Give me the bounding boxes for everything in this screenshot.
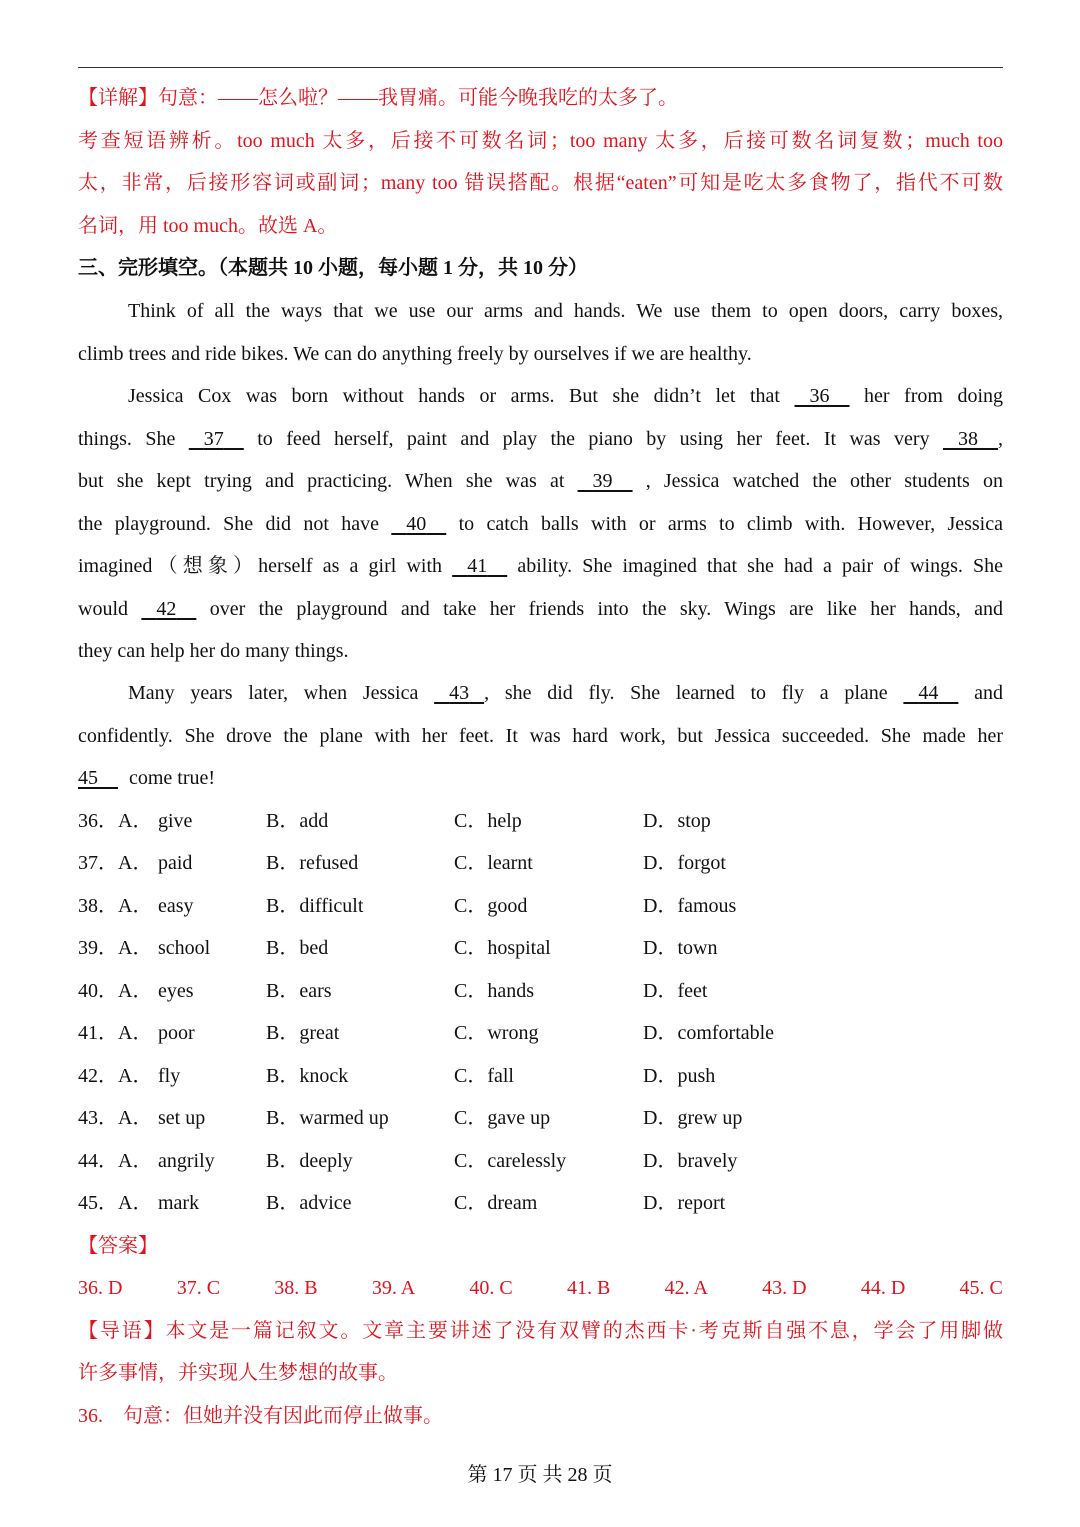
question-row: 44．A． angrily B．deeply C．carelessly D．bravely — [78, 1150, 738, 1172]
explanation-line-2: 考查短语辨析。too much 太多，后接不可数名词；too many 太多，后接可数名词复数；much too — [78, 130, 1003, 152]
passage-p2-line2: things. She 37 to feed herself, paint and play the piano by using her feet. It was very 38 , — [78, 424, 1003, 454]
blank-39: 39 — [592, 470, 613, 492]
guide-line-2: 许多事情，并实现人生梦想的故事。 — [78, 1362, 398, 1384]
passage-p2-line7: they can help her do many things. — [78, 640, 349, 662]
question-row: 40．A． eyes B．ears C．hands D．feet — [78, 980, 708, 1002]
answer-list — [78, 1273, 1003, 1303]
answer-item: 41. B — [567, 1277, 611, 1299]
passage-p2-line1: Jessica Cox was born without hands or arms. But she didn’t let that 36 her from doing — [78, 381, 1003, 411]
answer-item: 45. C — [959, 1277, 1003, 1299]
answer-item: 44. D — [860, 1277, 906, 1299]
page-number: 第 17 页 共 28 页 — [467, 1464, 613, 1486]
passage-p1-line1: Think of all the ways that we use our arms and hands. We use them to open doors, carry boxes, — [128, 300, 1003, 322]
answer-item: 38. B — [274, 1277, 318, 1299]
section-heading: 三、完形填空。（本题共 10 小题，每小题 1 分，共 10 分） — [78, 257, 588, 279]
passage-p3-line3: 45 come true! — [78, 763, 1003, 793]
question-row: 38．A． easy B．difficult C．good D．famous — [78, 895, 737, 917]
blank-44: 44 — [918, 682, 939, 704]
question-row: 37．A． paid B．refused C．learnt D．forgot — [78, 852, 726, 874]
question-row: 36．A． give B．add C．help D．stop — [78, 810, 711, 832]
passage-p1-line2: climb trees and ride bikes. We can do anything freely by ourselves if we are healthy. — [78, 343, 752, 365]
passage-p2-line5: imagined（想象）herself as a girl with 41 ability. She imagined that she had a pair of wings. She — [78, 551, 1003, 581]
q36-note: 36. 句意：但她并没有因此而停止做事。 — [78, 1405, 443, 1427]
passage-p3-line2: confidently. She drove the plane with her feet. It was hard work, but Jessica succeeded. She made her — [78, 725, 1003, 747]
passage-p2-line4: the playground. She did not have 40 to catch balls with or arms to climb with. However, Jessica — [78, 509, 1003, 539]
question-row: 45．A． mark B．advice C．dream D．report — [78, 1192, 726, 1214]
question-row: 41．A． poor B．great C．wrong D．comfortable — [78, 1022, 775, 1044]
answer-item: 36. D — [78, 1277, 123, 1299]
blank-40: 40 — [406, 513, 427, 535]
guide-line-1: 【导语】本文是一篇记叙文。文章主要讲述了没有双臂的杰西卡·考克斯自强不息，学会了用脚做 — [78, 1320, 1003, 1342]
answer-heading: 【答案】 — [78, 1235, 158, 1257]
top-rule — [78, 67, 1003, 68]
question-row: 42．A． fly B．knock C．fall D．push — [78, 1065, 716, 1087]
blank-38: 38 — [958, 428, 979, 450]
blank-45: 45 — [78, 767, 98, 789]
blank-43: 43 — [449, 682, 470, 704]
blank-41: 41 — [467, 555, 488, 577]
passage-p3-line1: Many years later, when Jessica 43 , she did fly. She learned to fly a plane 44 and — [78, 678, 1003, 708]
explanation-line-3: 太，非常，后接形容词或副词；many too 错误搭配。根据“eaten”可知是吃太多食物了，指代不可数 — [78, 172, 1003, 194]
answer-item: 42. A — [664, 1277, 708, 1299]
explanation-line-1: 【详解】句意：——怎么啦？——我胃痛。可能今晚我吃的太多了。 — [78, 87, 678, 109]
blank-37: 37 — [203, 428, 224, 450]
answer-item: 43. D — [762, 1277, 807, 1299]
answer-item: 39. A — [371, 1277, 416, 1299]
explanation-line-4: 名词，用 too much。故选 A。 — [78, 215, 338, 237]
question-row: 43．A． set up B．warmed up C．gave up D．grew up — [78, 1107, 743, 1129]
question-row: 39．A． school B．bed C．hospital D．town — [78, 937, 718, 959]
blank-36: 36 — [809, 385, 830, 407]
answer-item: 37. C — [176, 1277, 221, 1299]
passage-p2-line3: but she kept trying and practicing. When she was at 39 , Jessica watched the other students on — [78, 466, 1003, 496]
blank-42: 42 — [156, 598, 177, 620]
passage-p2-line6: would 42 over the playground and take her friends into the sky. Wings are like her hands, and — [78, 594, 1003, 624]
answer-item: 40. C — [469, 1277, 513, 1299]
